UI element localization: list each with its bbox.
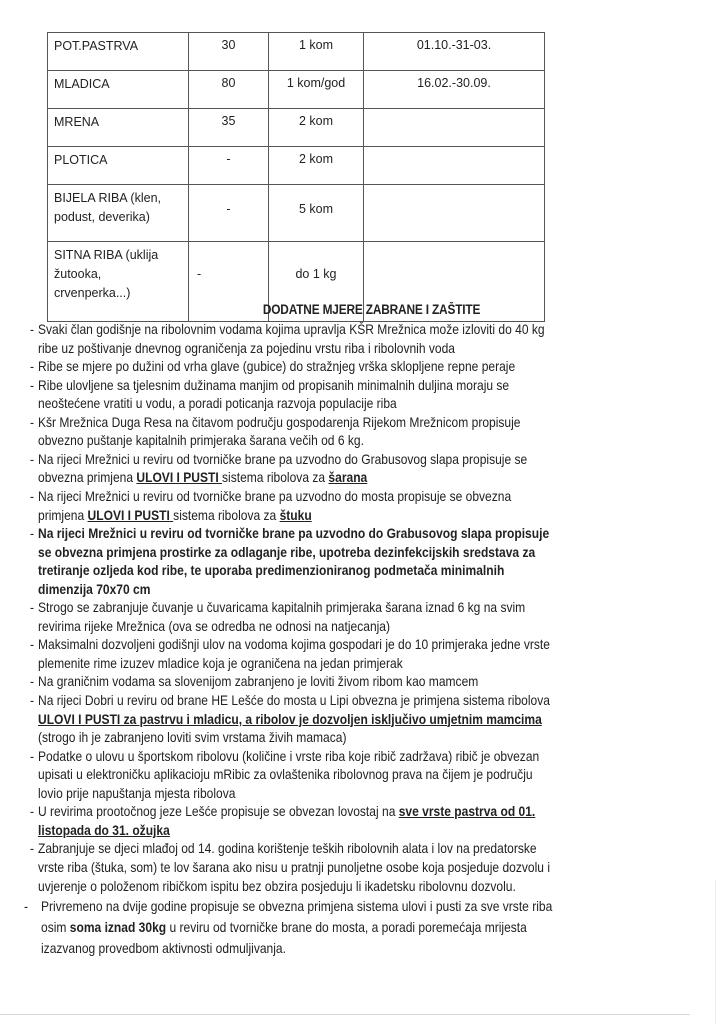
scan-edge-line	[0, 1014, 690, 1015]
bullet-dash: -	[30, 673, 35, 690]
emphasis-text: ULOVI I PUSTI	[87, 506, 174, 523]
rule-text: Strogo se zabranjuje čuvanje u čuvaricama kapitalnih primjeraka šarana iznad 6 kg na svim	[38, 599, 526, 616]
bullet-dash: -	[30, 413, 35, 430]
rule-line	[38, 599, 525, 615]
rule-text: ribe uz poštivanje dnevnog ograničenja za pojedinu vrstu riba i ribolovnih voda	[38, 339, 455, 356]
emphasis-text: se obvezna primjena prostirke za odlaganje ribe, upotreba dezinfekcijskih sredstava za	[38, 543, 536, 560]
emphasis-text: šarana	[328, 469, 368, 486]
rule-text: sistema ribolova za	[222, 469, 329, 486]
rule-line	[38, 321, 545, 337]
rule-line	[38, 469, 367, 485]
species-cell: POT.PASTRVA	[48, 33, 189, 71]
bullet-dash: -	[30, 321, 35, 337]
rule-line	[38, 340, 455, 356]
rule-text: Ribe ulovljene sa tjelesnim dužinama manjim od propisanih minimalnih duljina moraju se	[38, 376, 510, 393]
section-heading: DODATNE MJERE ZABRANE I ZAŠTITE	[263, 302, 481, 317]
bullet-dash: -	[30, 803, 35, 820]
species-cell: MRENA	[48, 109, 189, 147]
rule-text: (strogo ih je zabranjeno loviti svim vrstama živih mamaca)	[38, 729, 347, 746]
rule-line	[38, 840, 537, 856]
emphasis-text: tretiranje ozljeda kod ribe, te uporaba predimenzioniranog podmetača minimalnih	[38, 562, 505, 579]
table-row	[48, 185, 545, 242]
rule-line	[38, 562, 504, 578]
table-row	[48, 109, 545, 147]
min-size-cell: 80	[189, 71, 269, 109]
rule-line	[38, 766, 533, 782]
fish-limits-table	[47, 32, 545, 322]
rule-line	[38, 432, 364, 448]
rule-text: Podatke o ulovu u športskom ribolovu (količine i vrste riba koje ribič zadržava) ribič je obvezan	[38, 747, 540, 764]
rule-line	[38, 451, 527, 467]
table-row	[48, 33, 545, 71]
bullet-dash: -	[24, 898, 29, 915]
bullet-dash: -	[30, 692, 35, 708]
rule-text: lovio prije napuštanja mjesta ribolova	[38, 784, 236, 801]
bullet-dash: -	[30, 840, 35, 857]
rule-text: osim	[41, 919, 70, 936]
species-cell: MLADICA	[48, 71, 189, 109]
species-cell: BIJELA RIBA (klen, podust, deverika)	[48, 185, 189, 242]
rule-line	[41, 898, 552, 914]
closed-season-cell: 01.10.-31-03.	[364, 33, 545, 71]
rule-text: uvjerenje o položenom ribičkom ispitu bez obzira posjeduju li ikadetsku ribolovnu dozvolu.	[38, 877, 516, 894]
rule-line	[38, 581, 150, 597]
species-cell: PLOTICA	[48, 147, 189, 185]
bullet-dash: -	[30, 525, 35, 542]
daily-limit-cell: 5 kom	[269, 185, 364, 242]
species-cell: SITNA RIBA (uklija žutooka, crvenperka...)	[48, 242, 189, 322]
rule-text: plemenite rime izuzev mladice koja je ograničena na jedan primjerak	[38, 654, 403, 671]
rule-line	[38, 358, 515, 374]
rule-line	[38, 636, 550, 652]
closed-season-cell	[364, 109, 545, 147]
rule-line	[38, 618, 390, 634]
emphasis-text: ULOVI I PUSTI	[136, 469, 223, 486]
emphasis-text: listopada do 31. ožujka	[38, 821, 170, 838]
rule-text: obvezna primjena	[38, 469, 137, 486]
rule-text: Na rijeci Mrežnici u reviru od tvorničke brane pa uzvodno do mosta propisuje se obvezna	[38, 487, 512, 504]
rule-text: upisati u elektroničku aplikacioju mRibic za ovlaštenika ribolovnog prava na čijem je području	[38, 766, 533, 783]
rule-line	[38, 859, 550, 875]
rule-line	[38, 729, 346, 745]
min-size-cell: -	[189, 242, 269, 322]
rule-text: Ribe se mjere po dužini od vrha glave (gubice) do stražnjeg vrška sklopljene repne peraje	[38, 358, 516, 375]
rule-line	[41, 940, 286, 956]
rule-line	[38, 507, 312, 523]
rule-line	[38, 395, 397, 411]
emphasis-text: sve vrste pastrva od 01.	[398, 803, 536, 820]
rule-text: U revirima prootočnog jeze Lešće propisuje se obvezan lovostaj na	[38, 803, 399, 820]
emphasis-text: Na rijeci Mrežnici u reviru od tvorničke brane pa uzvodno do Grabusovog slapa propisuje	[38, 525, 550, 542]
rule-line	[38, 673, 478, 689]
rule-line	[38, 488, 511, 504]
rule-line	[38, 692, 550, 708]
rule-text: Svaki član godišnje na ribolovnim vodama kojima upravlja KŠR Mrežnica može izloviti do 40 kg	[38, 321, 545, 337]
daily-limit-cell: 1 kom/god	[269, 71, 364, 109]
emphasis-text: štuku	[279, 506, 312, 523]
rule-text: Zabranjuje se djeci mlađoj od 14. godina korištenje teških ribolovnih alata i lov na predatorske	[38, 840, 537, 857]
rule-line	[38, 878, 516, 894]
bullet-dash: -	[30, 487, 35, 504]
closed-season-cell: 16.02.-30.09.	[364, 71, 545, 109]
daily-limit-cell: 2 kom	[269, 147, 364, 185]
min-size-cell: -	[189, 185, 269, 242]
rule-text: u reviru od tvorničke brane do mosta, a poradi poremećaja mrijesta	[166, 919, 527, 936]
rule-line	[38, 803, 535, 819]
rule-line	[41, 919, 527, 935]
rule-text: Na graničnim vodama sa slovenijom zabranjeno je loviti živom ribom kao mamcem	[38, 673, 479, 690]
rule-text: revirima rijeke Mrežnica (ova se odredba ne odnosi na natjecanja)	[38, 617, 391, 634]
bullet-dash: -	[30, 636, 35, 653]
table-row	[48, 71, 545, 109]
min-size-cell: 35	[189, 109, 269, 147]
rule-line	[38, 544, 535, 560]
rule-text: vrste riba (štuka, som) te lov šarana ako nisu u pratnji punoljetne osobe koja posjeduje dozvolu i	[38, 858, 550, 875]
closed-season-cell	[364, 185, 545, 242]
rule-line	[38, 711, 542, 727]
scan-edge-line	[715, 880, 716, 1024]
rule-text: sistema ribolova za	[173, 506, 280, 523]
rule-line	[38, 822, 170, 838]
rule-text: izazvanog provedbom aktivnosti odmuljivanja.	[41, 940, 286, 957]
emphasis-text: ULOVI I PUSTI za pastrvu i mladicu, a ribolov je dozvoljen isključivo umjetnim mamcima	[38, 710, 542, 727]
rule-line	[38, 414, 521, 430]
rule-line	[38, 525, 549, 541]
rule-line	[38, 377, 509, 393]
table-row	[48, 147, 545, 185]
daily-limit-cell: 2 kom	[269, 109, 364, 147]
daily-limit-cell: do 1 kg	[269, 242, 364, 322]
rule-line	[38, 655, 403, 671]
bullet-dash: -	[30, 358, 35, 375]
rule-text: Kšr Mrežnica Duga Resa na čitavom području gospodarenja Rijekom Mrežnicom propisuje	[38, 413, 521, 430]
bullet-dash: -	[30, 376, 35, 393]
rule-text: Maksimalni dozvoljeni godišnji ulov na vodoma kojima gospodari je do 10 primjeraka jedne vrste	[38, 636, 550, 653]
rule-text: obvezno puštanje kapitalnih primjeraka šarana večih od 6 kg.	[38, 432, 364, 449]
emphasis-text: soma iznad 30kg	[69, 919, 167, 936]
daily-limit-cell: 1 kom	[269, 33, 364, 71]
rule-text: Na rijeci Mrežnici u reviru od tvorničke brane pa uzvodno do Grabusovog slapa propisuje se	[38, 450, 528, 467]
rule-text: primjena	[38, 506, 88, 523]
min-size-cell: 30	[189, 33, 269, 71]
bullet-dash: -	[30, 747, 35, 764]
rule-text: Na rijeci Dobri u reviru od brane HE Lešće do mosta u Lipi obvezna je primjena sistema ribolova	[38, 692, 550, 708]
rule-text: neoštećene vratiti u vodu, a poradi poticanja razvoja populacije riba	[38, 395, 397, 412]
min-size-cell: -	[189, 147, 269, 185]
rule-text: Privremeno na dvije godine propisuje se obvezna primjena sistema ulovi i pusti za sve vrste riba	[41, 898, 553, 915]
rule-line	[38, 748, 539, 764]
rule-line	[38, 785, 235, 801]
closed-season-cell	[364, 147, 545, 185]
bullet-dash: -	[30, 599, 35, 616]
emphasis-text: dimenzija 70x70 cm	[38, 580, 151, 597]
bullet-dash: -	[30, 450, 35, 467]
